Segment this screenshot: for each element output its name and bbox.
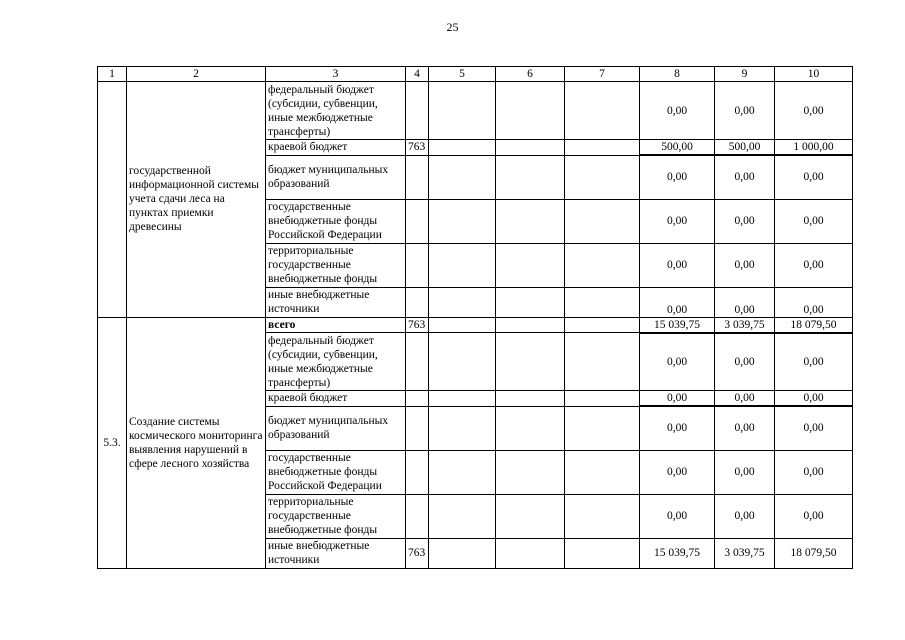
value-cell-9: 0,00 bbox=[715, 155, 775, 199]
table-row bbox=[98, 317, 853, 333]
value-cell-8: 0,00 bbox=[640, 199, 715, 243]
value-cell-9: 3 039,75 bbox=[715, 317, 775, 333]
value-cell-10: 0,00 bbox=[775, 494, 853, 538]
empty-cell bbox=[565, 199, 640, 243]
empty-cell bbox=[496, 140, 565, 156]
table-row bbox=[98, 82, 853, 140]
value-cell-10: 0,00 bbox=[775, 243, 853, 287]
empty-cell bbox=[565, 243, 640, 287]
code-cell bbox=[406, 287, 429, 317]
value-cell-10: 0,00 bbox=[775, 287, 853, 317]
code-cell: 763 bbox=[406, 140, 429, 156]
empty-cell bbox=[429, 538, 496, 568]
empty-cell bbox=[496, 450, 565, 494]
empty-cell bbox=[429, 450, 496, 494]
value-cell-8: 0,00 bbox=[640, 243, 715, 287]
value-cell-9: 0,00 bbox=[715, 406, 775, 450]
event-name-cell: государственной информационной системы учета сдачи леса на пунктах приемки древесины bbox=[127, 82, 266, 318]
funding-source-cell: территориальные государственные внебюджетные фонды bbox=[266, 243, 406, 287]
value-cell-9: 0,00 bbox=[715, 494, 775, 538]
funding-source-cell: федеральный бюджет (субсидии, субвенции, иные межбюджетные трансферты) bbox=[266, 333, 406, 391]
empty-cell bbox=[496, 333, 565, 391]
value-cell-8: 0,00 bbox=[640, 333, 715, 391]
empty-cell bbox=[565, 450, 640, 494]
empty-cell bbox=[565, 155, 640, 199]
header-cell: 3 bbox=[266, 67, 406, 82]
value-cell-9: 0,00 bbox=[715, 287, 775, 317]
empty-cell bbox=[496, 317, 565, 333]
funding-source-cell: иные внебюджетные источники bbox=[266, 287, 406, 317]
code-cell bbox=[406, 243, 429, 287]
value-cell-9: 0,00 bbox=[715, 450, 775, 494]
empty-cell bbox=[429, 287, 496, 317]
header-cell: 5 bbox=[429, 67, 496, 82]
value-cell-10: 18 079,50 bbox=[775, 317, 853, 333]
empty-cell bbox=[565, 333, 640, 391]
empty-cell bbox=[496, 82, 565, 140]
empty-cell bbox=[429, 494, 496, 538]
empty-cell bbox=[565, 140, 640, 156]
code-cell bbox=[406, 155, 429, 199]
code-cell: 763 bbox=[406, 317, 429, 333]
empty-cell bbox=[496, 494, 565, 538]
empty-cell bbox=[429, 82, 496, 140]
empty-cell bbox=[496, 243, 565, 287]
code-cell bbox=[406, 391, 429, 407]
value-cell-10: 0,00 bbox=[775, 199, 853, 243]
empty-cell bbox=[429, 140, 496, 156]
empty-cell bbox=[429, 243, 496, 287]
value-cell-9: 3 039,75 bbox=[715, 538, 775, 568]
empty-cell bbox=[565, 317, 640, 333]
header-cell: 2 bbox=[127, 67, 266, 82]
value-cell-8: 0,00 bbox=[640, 155, 715, 199]
event-name-cell: Создание системы космического мониторинга выявления нарушений в сфере лесного хозяйства bbox=[127, 317, 266, 568]
value-cell-8: 500,00 bbox=[640, 140, 715, 156]
empty-cell bbox=[429, 199, 496, 243]
value-cell-10: 18 079,50 bbox=[775, 538, 853, 568]
value-cell-10: 0,00 bbox=[775, 82, 853, 140]
code-cell bbox=[406, 494, 429, 538]
value-cell-10: 0,00 bbox=[775, 406, 853, 450]
header-cell: 8 bbox=[640, 67, 715, 82]
value-cell-10: 1 000,00 bbox=[775, 140, 853, 156]
value-cell-10: 0,00 bbox=[775, 333, 853, 391]
value-cell-8: 0,00 bbox=[640, 391, 715, 407]
empty-cell bbox=[429, 391, 496, 407]
page-number: 25 bbox=[446, 20, 459, 34]
empty-cell bbox=[496, 199, 565, 243]
value-cell-9: 0,00 bbox=[715, 243, 775, 287]
header-cell: 6 bbox=[496, 67, 565, 82]
value-cell-9: 0,00 bbox=[715, 199, 775, 243]
funding-source-cell: краевой бюджет bbox=[266, 391, 406, 407]
empty-cell bbox=[565, 287, 640, 317]
empty-cell bbox=[429, 333, 496, 391]
value-cell-9: 0,00 bbox=[715, 391, 775, 407]
empty-cell bbox=[429, 317, 496, 333]
empty-cell bbox=[429, 155, 496, 199]
funding-source-cell: всего bbox=[266, 317, 406, 333]
value-cell-8: 15 039,75 bbox=[640, 317, 715, 333]
empty-cell bbox=[496, 155, 565, 199]
empty-cell bbox=[496, 406, 565, 450]
value-cell-10: 0,00 bbox=[775, 391, 853, 407]
value-cell-8: 0,00 bbox=[640, 494, 715, 538]
empty-cell bbox=[565, 406, 640, 450]
header-cell: 7 bbox=[565, 67, 640, 82]
code-cell bbox=[406, 199, 429, 243]
code-cell bbox=[406, 406, 429, 450]
header-cell: 4 bbox=[406, 67, 429, 82]
funding-source-cell: государственные внебюджетные фонды Российской Федерации bbox=[266, 450, 406, 494]
empty-cell bbox=[565, 494, 640, 538]
value-cell-8: 0,00 bbox=[640, 287, 715, 317]
funding-source-cell: федеральный бюджет (субсидии, субвенции, иные межбюджетные трансферты) bbox=[266, 82, 406, 140]
value-cell-8: 0,00 bbox=[640, 82, 715, 140]
code-cell bbox=[406, 333, 429, 391]
code-cell bbox=[406, 450, 429, 494]
empty-cell bbox=[565, 391, 640, 407]
budget-table bbox=[97, 66, 853, 569]
code-cell: 763 bbox=[406, 538, 429, 568]
value-cell-8: 15 039,75 bbox=[640, 538, 715, 568]
funding-source-cell: краевой бюджет bbox=[266, 140, 406, 156]
value-cell-9: 0,00 bbox=[715, 333, 775, 391]
header-cell: 10 bbox=[775, 67, 853, 82]
row-number-cell bbox=[98, 82, 127, 318]
empty-cell bbox=[565, 538, 640, 568]
empty-cell bbox=[496, 538, 565, 568]
empty-cell bbox=[496, 391, 565, 407]
empty-cell bbox=[496, 287, 565, 317]
header-cell: 1 bbox=[98, 67, 127, 82]
funding-source-cell: бюджет муниципальных образований bbox=[266, 155, 406, 199]
funding-source-cell: государственные внебюджетные фонды Российской Федерации bbox=[266, 199, 406, 243]
header-cell: 9 bbox=[715, 67, 775, 82]
header-row bbox=[98, 67, 853, 82]
funding-source-cell: территориальные государственные внебюджетные фонды bbox=[266, 494, 406, 538]
value-cell-9: 0,00 bbox=[715, 82, 775, 140]
funding-source-cell: иные внебюджетные источники bbox=[266, 538, 406, 568]
value-cell-10: 0,00 bbox=[775, 450, 853, 494]
value-cell-10: 0,00 bbox=[775, 155, 853, 199]
empty-cell bbox=[565, 82, 640, 140]
value-cell-9: 500,00 bbox=[715, 140, 775, 156]
row-number-cell: 5.3. bbox=[98, 317, 127, 568]
code-cell bbox=[406, 82, 429, 140]
empty-cell bbox=[429, 406, 496, 450]
funding-source-cell: бюджет муниципальных образований bbox=[266, 406, 406, 450]
value-cell-8: 0,00 bbox=[640, 450, 715, 494]
value-cell-8: 0,00 bbox=[640, 406, 715, 450]
